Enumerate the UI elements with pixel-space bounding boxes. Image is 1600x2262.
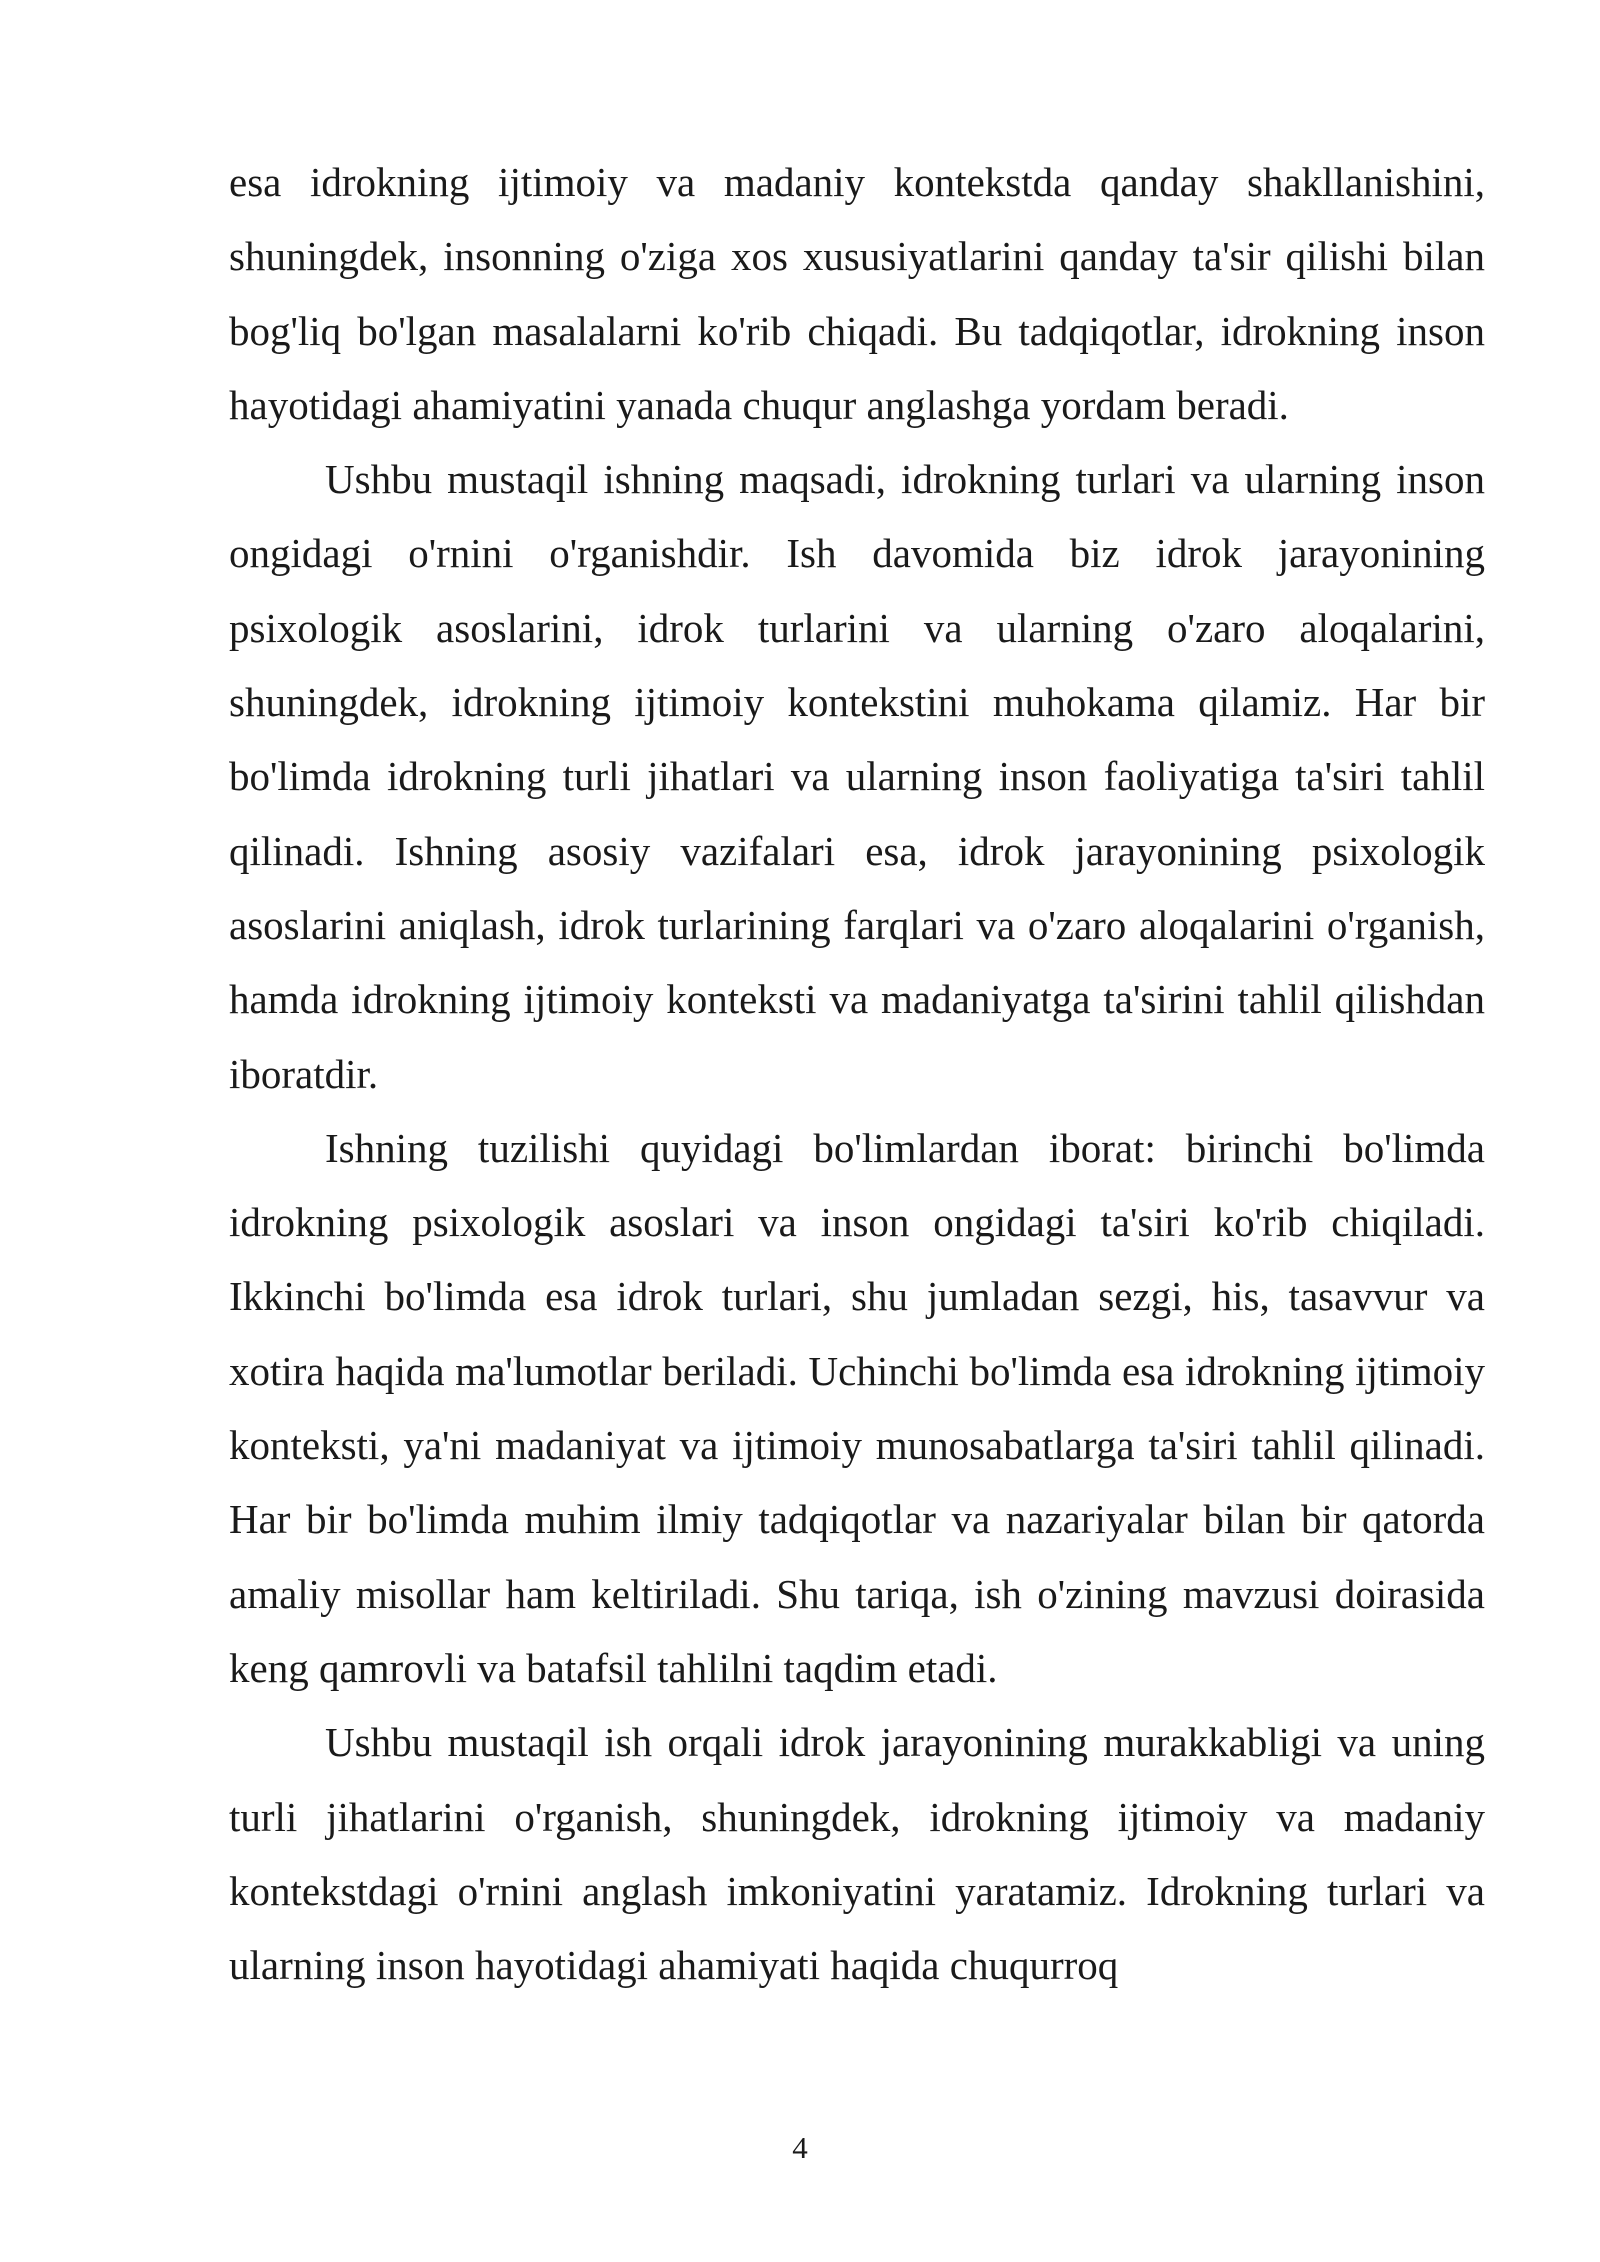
page-number: 4 (792, 2130, 808, 2165)
body-text (229, 145, 1485, 2002)
paragraph-conclusion: Ushbu mustaqil ish orqali idrok jarayonining murakkabligi va uning turli jihatlarini o'rganish, shuningdek, idrokning ijtimoiy va madaniy kontekstdagi o'rnini anglash imkoniyatini yaratamiz. Idrokning turlari va ularning inson hayotidagi ahamiyati haqida chuqurroq (229, 1719, 1485, 1989)
paragraph-purpose: Ushbu mustaqil ishning maqsadi, idrokning turlari va ularning inson ongidagi o'rnini o'rganishdir. Ish davomida biz idrok jarayonining psixologik asoslarini, idrok turlarini va ularning o'zaro aloqalarini, shuningdek, idrokning ijtimoiy kontekstini muhokama qilamiz. Har bir bo'limda idrokning turli jihatlari va ularning inson faoliyatiga ta'siri tahlil qilinadi. Ishning asosiy vazifalari esa, idrok jarayonining psixologik asoslarini aniqlash, idrok turlarining farqlari va o'zaro aloqalarini o'rganish, hamda idrokning ijtimoiy konteksti va madaniyatga ta'sirini tahlil qilishdan iboratdir. (229, 456, 1485, 1097)
paragraph-continuation: esa idrokning ijtimoiy va madaniy kontekstda qanday shakllanishini, shuningdek, insonning o'ziga xos xususiyatlarini qanday ta'sir qilishi bilan bog'liq bo'lgan masalalarni ko'rib chiqadi. Bu tadqiqotlar, idrokning inson hayotidagi ahamiyatini yanada chuqur anglashga yordam beradi. (229, 159, 1485, 428)
paragraph-structure: Ishning tuzilishi quyidagi bo'limlardan iborat: birinchi bo'limda idrokning psixologik asoslari va inson ongidagi ta'siri ko'rib chiqiladi. Ikkinchi bo'limda esa idrok turlari, shu jumladan sezgi, his, tasavvur va xotira haqida ma'lumotlar beriladi. Uchinchi bo'limda esa idrokning ijtimoiy konteksti, ya'ni madaniyat va ijtimoiy munosabatlarga ta'siri tahlil qilinadi. Har bir bo'limda muhim ilmiy tadqiqotlar va nazariyalar bilan bir qatorda amaliy misollar ham keltiriladi. Shu tariqa, ish o'zining mavzusi doirasida keng qamrovli va batafsil tahlilni taqdim etadi. (229, 1124, 1485, 1691)
